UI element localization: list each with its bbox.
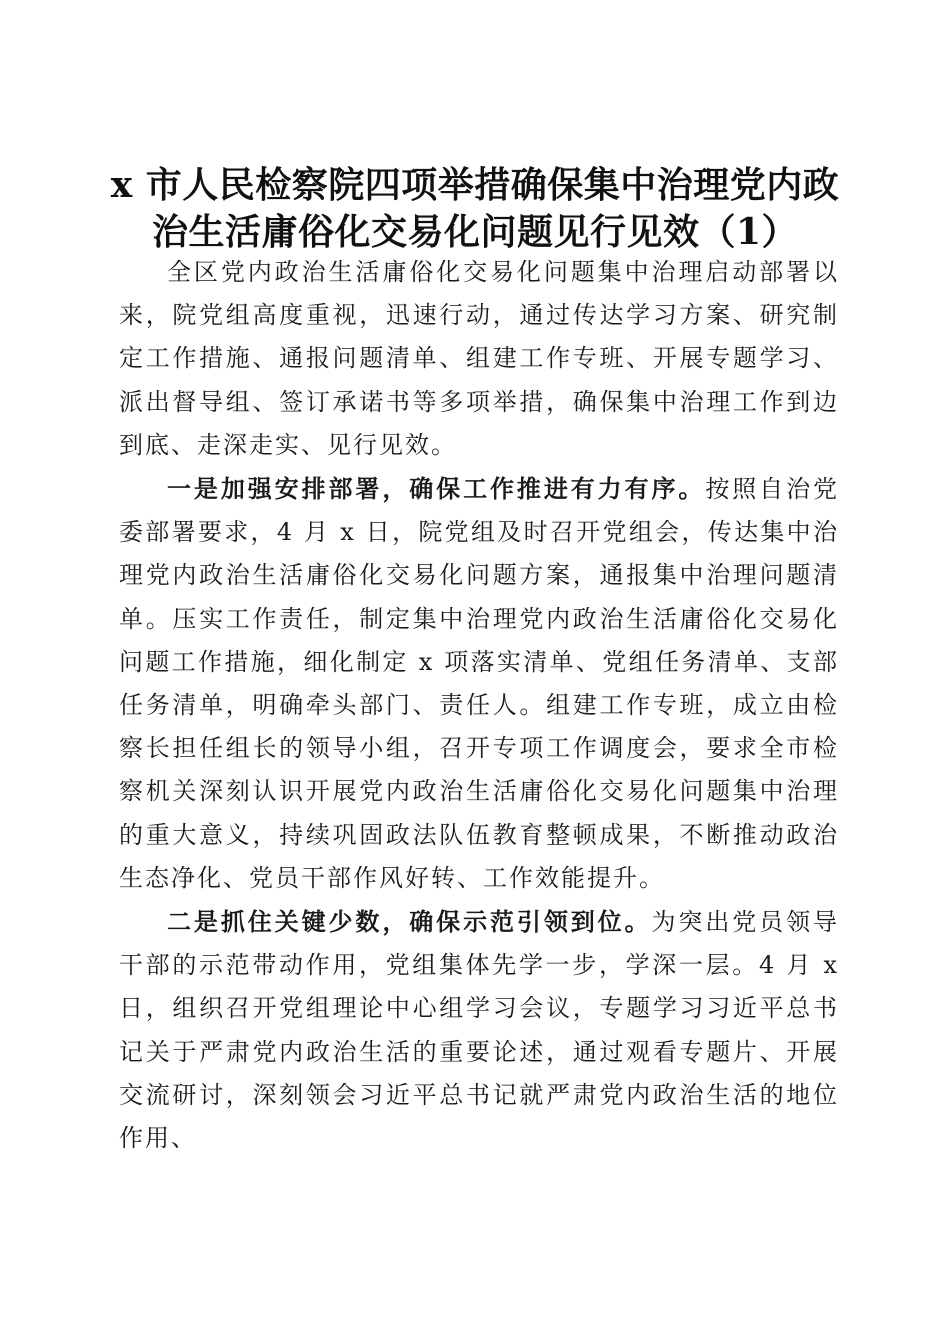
paragraph-measure-1: [119, 467, 839, 900]
paragraph-measure-2: [119, 900, 839, 1160]
document-body: [119, 250, 839, 1160]
paragraph-text: 全区党内政治生活庸俗化交易化问题集中治理启动部署以来，院党组高度重视，迅速行动，通过传达学习方案、研究制定工作措施、通报问题清单、组建工作专班、开展专题学习、派出督导组、签订承诺书等多项举措，确保集中治理工作到边到底、走深走实、见行见效。: [119, 258, 839, 459]
paragraph-text: 为突出党员领导干部的示范带动作用，党组集体先学一步，学深一层。4 月 x 日，组织召开党组理论中心组学习会议，专题学习习近平总书记关于严肃党内政治生活的重要论述，通过观看专题片、开展交流研讨，深刻领会习近平总书记就严肃党内政治生活的地位作用、: [119, 908, 839, 1153]
paragraph-lead: 二是抓住关键少数，确保示范引领到位。: [167, 907, 652, 937]
title-line-1: x 市人民检察院四项举措确保集中治理党内政: [110, 164, 840, 207]
paragraph-text: 按照自治党委部署要求，4 月 x 日，院党组及时召开党组会，传达集中治理党内政治生活庸俗化交易化问题方案，通报集中治理问题清单。压实工作责任，制定集中治理党内政治生活庸俗化交易化问题工作措施，细化制定 x 项落实清单、党组任务清单、支部任务清单，明确牵头部门、责任人。组建工作专班，成立由检察长担任组长的领导小组，召开专项工作调度会，要求全市检察机关深刻认识开展党内政治生活庸俗化交易化问题集中治理的重大意义，持续巩固政法队伍教育整顿成果，不断推动政治生态净化、党员干部作风好转、工作效能提升。: [119, 475, 840, 892]
document-title: [100, 162, 850, 256]
title-line-2: 治生活庸俗化交易化问题见行见效（1）: [151, 211, 799, 254]
paragraph-lead: 一是加强安排部署，确保工作推进有力有序。: [167, 474, 706, 504]
paragraph-intro: [119, 250, 839, 467]
